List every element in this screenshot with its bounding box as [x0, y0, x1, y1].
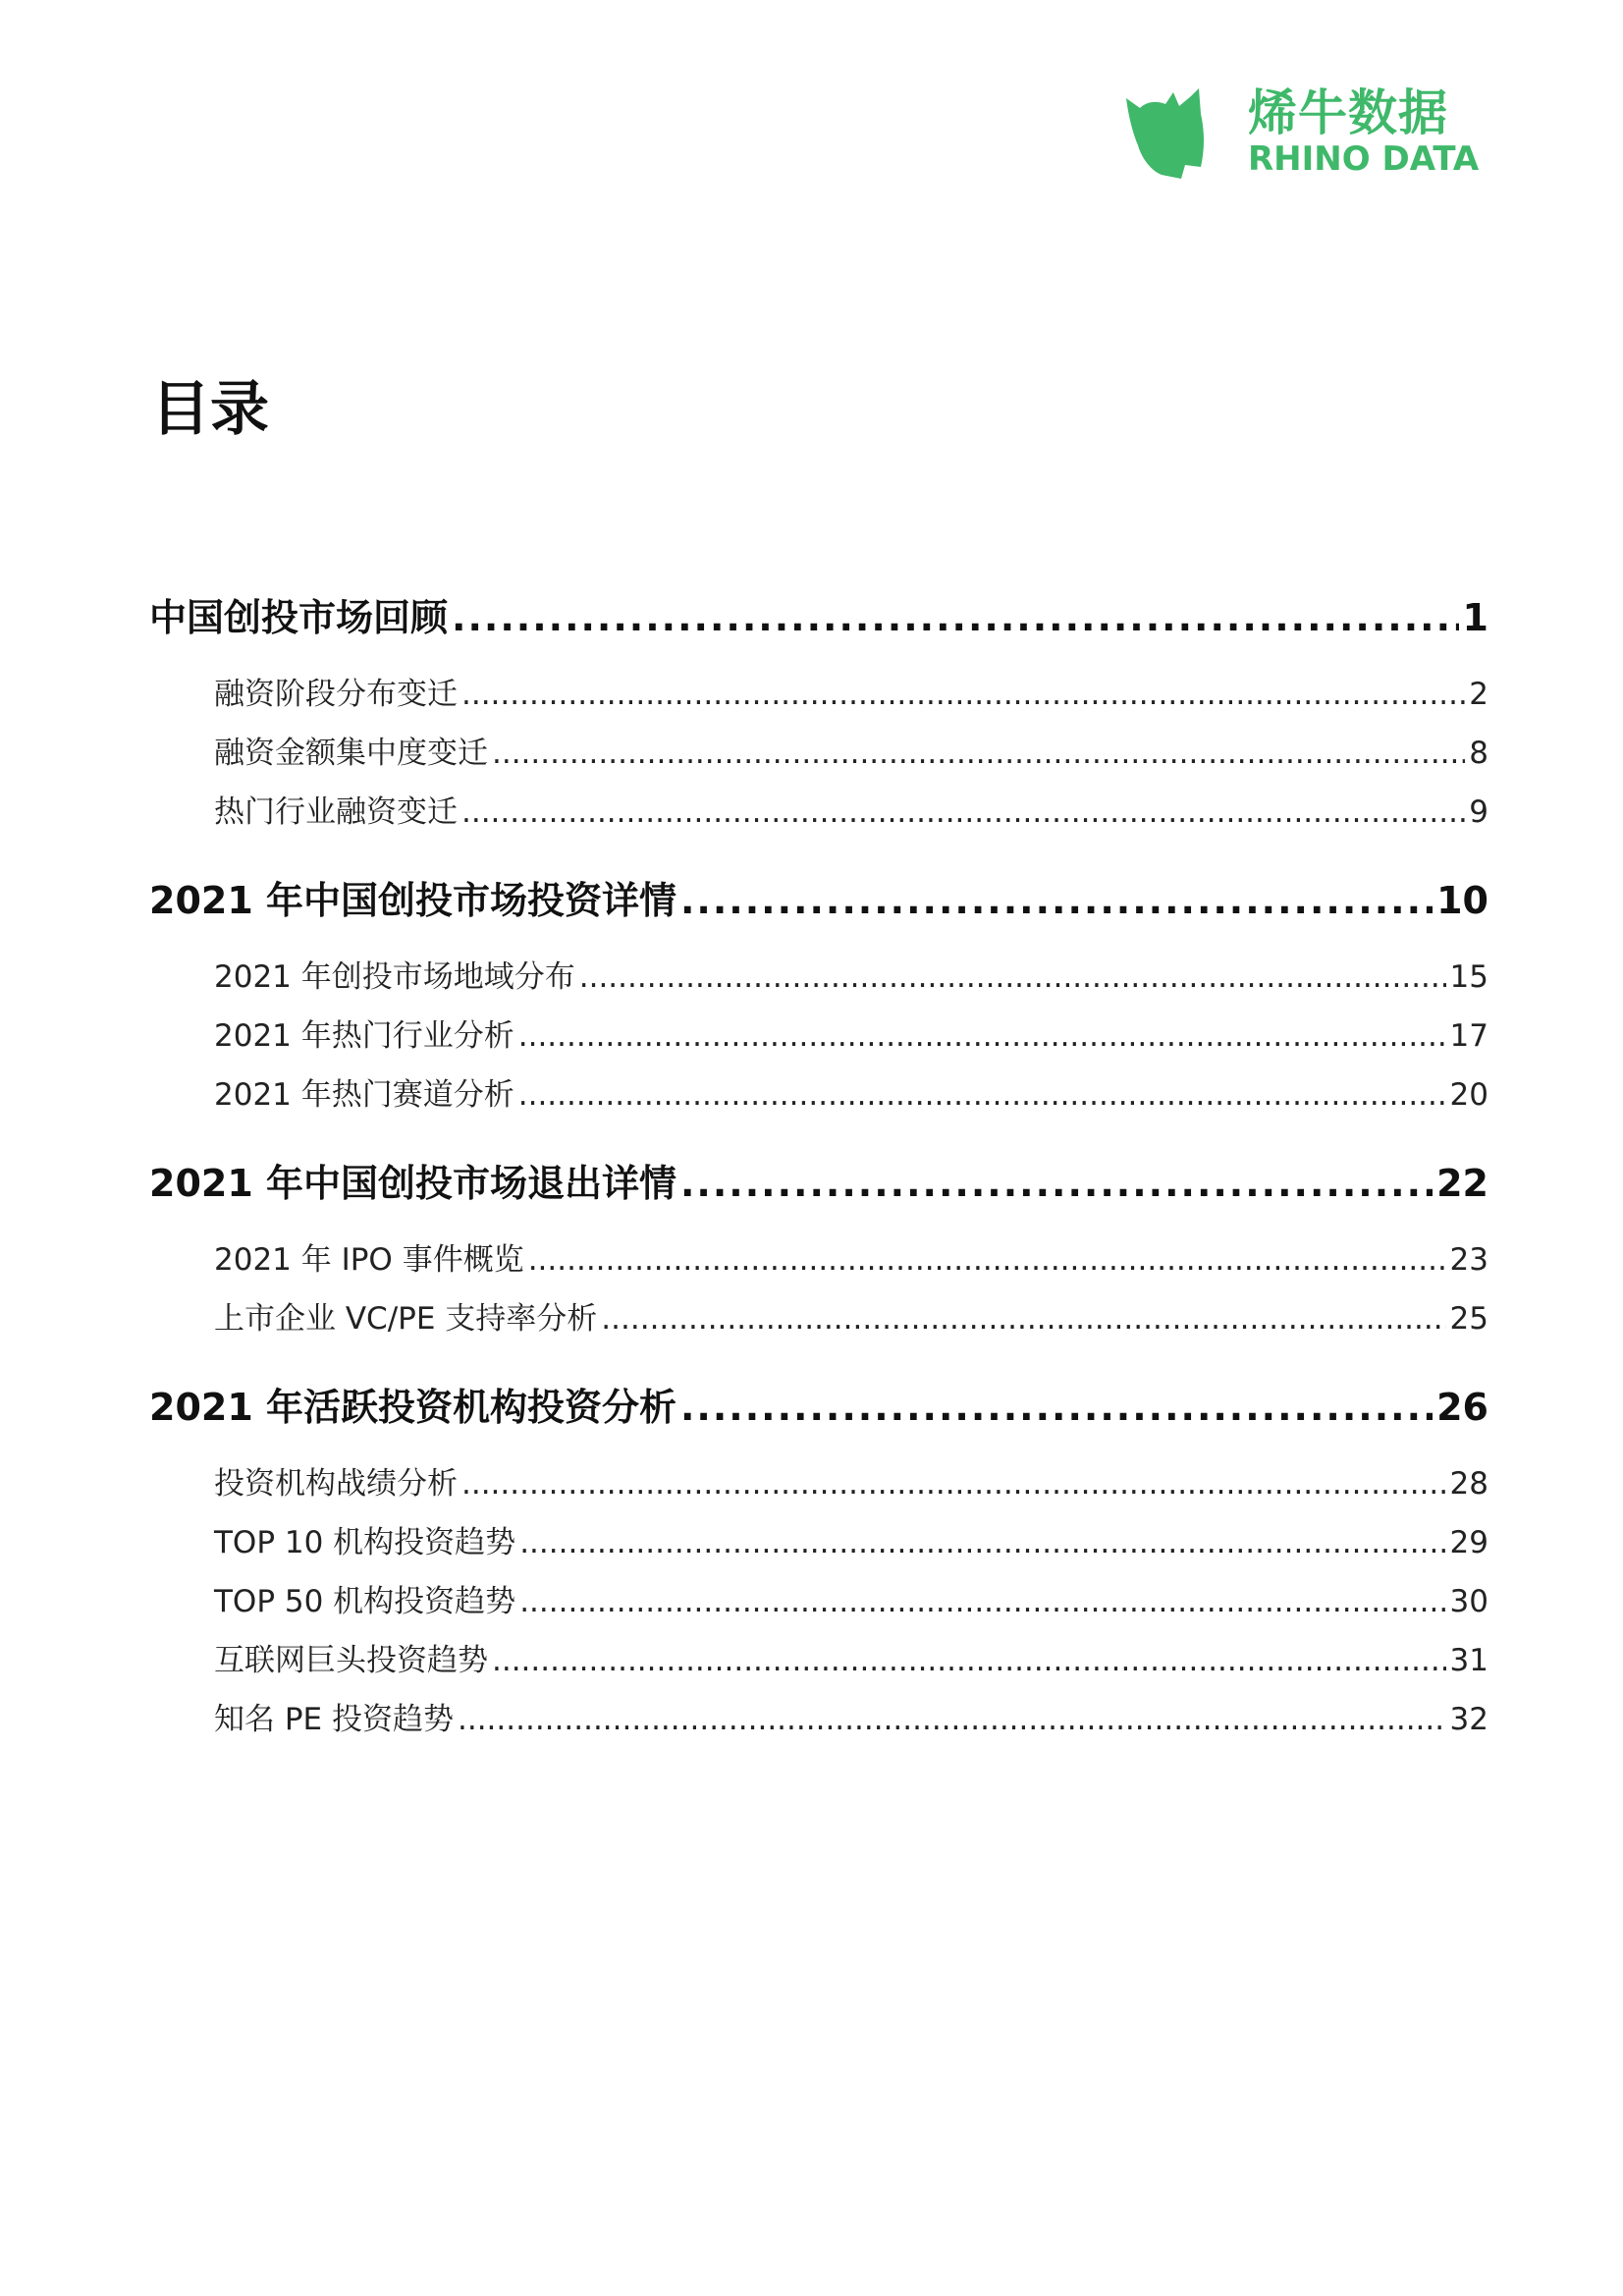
- toc-page-number: 10: [1436, 879, 1488, 922]
- toc-leader: [680, 1384, 1433, 1431]
- toc-page-number: 8: [1469, 736, 1488, 771]
- toc-page-number: 20: [1449, 1077, 1488, 1113]
- toc-label: 2021 年创投市场地域分布: [214, 959, 575, 995]
- toc-label: 互联网巨头投资趋势: [214, 1643, 488, 1678]
- toc-subsection[interactable]: [214, 1016, 1488, 1056]
- toc-label: 投资机构战绩分析: [214, 1466, 458, 1502]
- toc-leader: [519, 1582, 1445, 1621]
- toc-subsection[interactable]: [214, 1464, 1488, 1503]
- toc-label: 融资金额集中度变迁: [214, 736, 488, 771]
- toc-page-number: 28: [1449, 1466, 1488, 1502]
- page-title: 目录: [151, 375, 269, 444]
- toc-page-number: 9: [1469, 794, 1488, 830]
- toc-leader: [601, 1299, 1445, 1339]
- toc-label: 中国创投市场回顾: [149, 596, 449, 639]
- toc-subsection[interactable]: [214, 793, 1488, 832]
- toc-subsection[interactable]: [214, 1582, 1488, 1621]
- rhino-logo-icon: [1122, 84, 1240, 183]
- toc-page-number: 2: [1469, 677, 1488, 712]
- toc-leader: [461, 793, 1465, 832]
- toc-subsection[interactable]: [214, 1299, 1488, 1339]
- brand-logo: [1122, 84, 1480, 183]
- toc-leader: [461, 1464, 1446, 1503]
- toc-label: 2021 年活跃投资机构投资分析: [149, 1386, 676, 1429]
- toc-page-number: 32: [1449, 1702, 1488, 1737]
- brand-name-en: RHINO DATA: [1248, 139, 1480, 179]
- toc-subsection[interactable]: [214, 1700, 1488, 1739]
- toc-label: TOP 50 机构投资趋势: [214, 1584, 516, 1619]
- toc-leader: [680, 1160, 1433, 1207]
- toc-subsection[interactable]: [214, 1075, 1488, 1115]
- toc-label: 2021 年中国创投市场投资详情: [149, 879, 676, 922]
- toc-section[interactable]: [149, 1160, 1488, 1207]
- toc-label: 2021 年热门行业分析: [214, 1018, 514, 1054]
- toc-label: 融资阶段分布变迁: [214, 677, 458, 712]
- toc-subsection[interactable]: [214, 1240, 1488, 1280]
- toc-leader: [519, 1523, 1445, 1562]
- toc-section[interactable]: [149, 594, 1488, 641]
- toc-leader: [528, 1240, 1446, 1280]
- toc-leader: [579, 957, 1446, 997]
- toc-leader: [458, 1700, 1446, 1739]
- toc-subsection[interactable]: [214, 1523, 1488, 1562]
- toc-leader: [461, 675, 1465, 714]
- toc-page-number: 31: [1449, 1643, 1488, 1678]
- toc-leader: [518, 1075, 1446, 1115]
- toc-page-number: 15: [1449, 959, 1488, 995]
- toc-subsection[interactable]: [214, 1641, 1488, 1680]
- toc-page-number: 17: [1449, 1018, 1488, 1054]
- toc-subsection[interactable]: [214, 734, 1488, 773]
- toc-page-number: 30: [1449, 1584, 1488, 1619]
- toc-page-number: 26: [1436, 1386, 1488, 1429]
- toc-leader: [452, 594, 1459, 641]
- toc-leader: [492, 734, 1465, 773]
- toc-label: 2021 年中国创投市场退出详情: [149, 1162, 676, 1205]
- toc-subsection[interactable]: [214, 675, 1488, 714]
- toc-leader: [492, 1641, 1446, 1680]
- toc-section[interactable]: [149, 1384, 1488, 1431]
- brand-name-cn: 烯牛数据: [1248, 84, 1448, 141]
- toc-page-number: 23: [1449, 1242, 1488, 1278]
- toc-label: TOP 10 机构投资趋势: [214, 1525, 516, 1560]
- toc-leader: [518, 1016, 1446, 1056]
- toc-label: 知名 PE 投资趋势: [214, 1702, 454, 1737]
- toc-section[interactable]: [149, 877, 1488, 924]
- toc-label: 2021 年热门赛道分析: [214, 1077, 514, 1113]
- toc-page-number: 25: [1449, 1301, 1488, 1337]
- toc-page-number: 29: [1449, 1525, 1488, 1560]
- toc-leader: [680, 877, 1433, 924]
- toc-label: 上市企业 VC/PE 支持率分析: [214, 1301, 598, 1337]
- toc-label: 热门行业融资变迁: [214, 794, 458, 830]
- toc-page-number: 22: [1436, 1162, 1488, 1205]
- toc-label: 2021 年 IPO 事件概览: [214, 1242, 524, 1278]
- toc-page-number: 1: [1462, 596, 1488, 639]
- toc-subsection[interactable]: [214, 957, 1488, 997]
